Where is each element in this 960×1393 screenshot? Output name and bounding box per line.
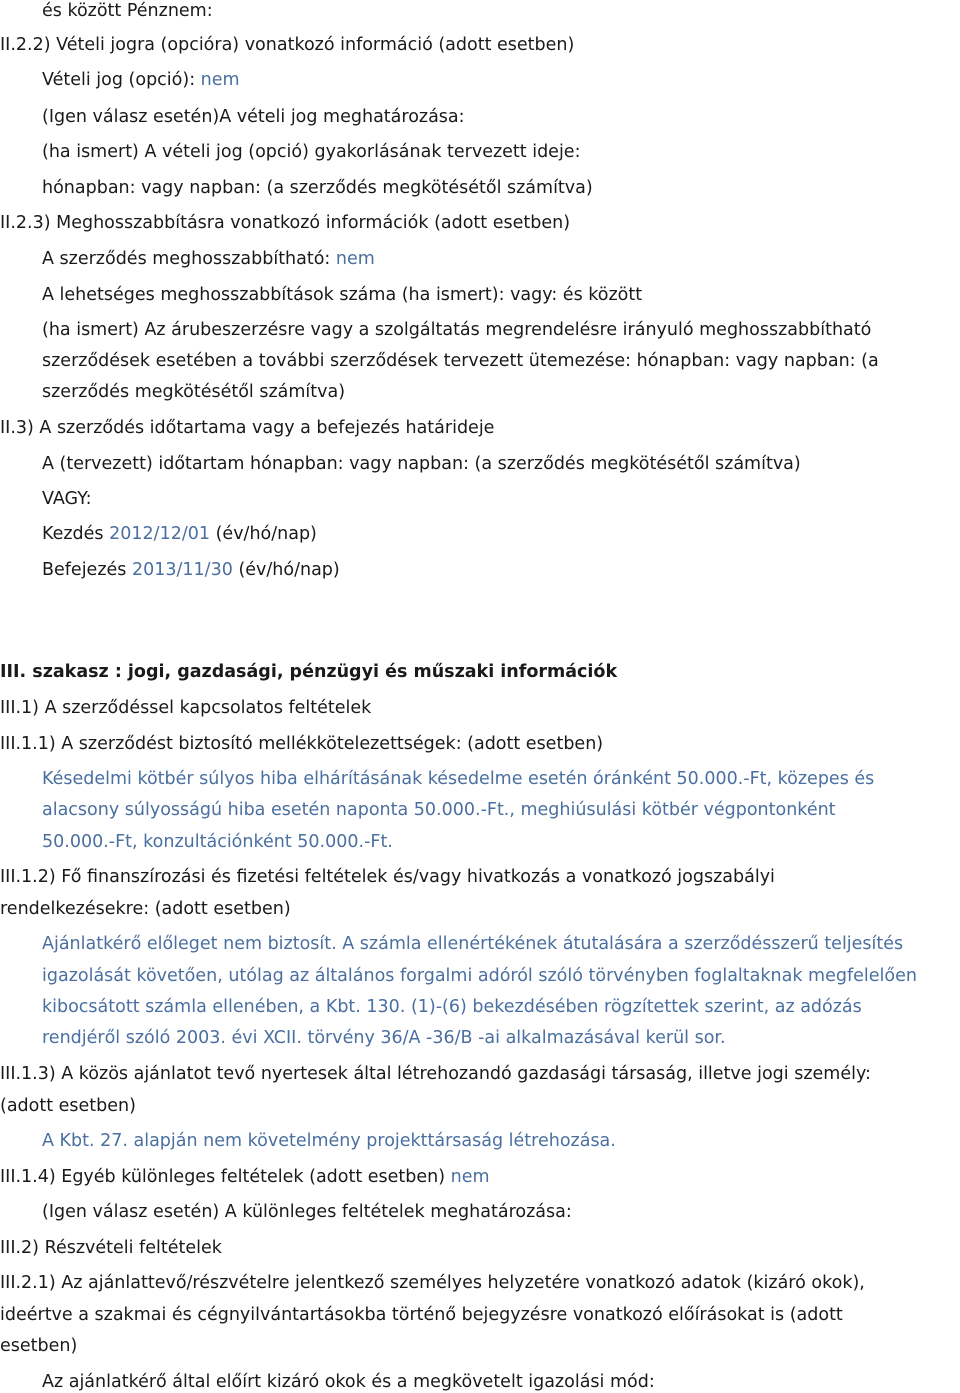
extension-schedule-line: szerződések esetében a további szerződések tervezett ütemezése: hónapban: vagy napban: (a <box>42 351 879 371</box>
option-planned-time-label: (ha ismert) A vételi jog (opció) gyakorlásának tervezett ideje: <box>42 142 581 162</box>
duration-line: A (tervezett) időtartam hónapban: vagy napban: (a szerződés megkötésétől számítva) <box>42 454 801 474</box>
section-iii-1-4-line <box>0 1166 490 1188</box>
payment-text-line: Ajánlatkérő előleget nem biztosít. A számla ellenértékének átutalására a szerződésszerű teljesítés <box>42 934 904 954</box>
extension-schedule-line: szerződés megkötésétől számítva) <box>42 382 346 402</box>
payment-text-line: igazolását követően, utólag az általános forgalmi adóról szóló törvényben foglaltaknak megfelelően <box>42 966 917 986</box>
start-date-line <box>42 523 317 545</box>
special-conditions-definition-label: (Igen válasz esetén) A különleges feltételek meghatározása: <box>42 1202 572 1222</box>
guarantee-text-line: alacsony súlyosságú hiba esetén naponta 50.000.-Ft., meghiúsulási kötbér végpontonként <box>42 800 836 820</box>
payment-text-line: kibocsátott számla ellenében, a Kbt. 130. (1)-(6) bekezdésében rögzítettek szerint, az adózás <box>42 997 862 1017</box>
option-line <box>42 69 240 91</box>
section-ii-3-heading: II.3) A szerződés időtartama vagy a befejezés határideje <box>0 418 495 438</box>
extendable-value: nem <box>335 249 375 269</box>
section-iii-1-1-heading: III.1.1) A szerződést biztosító mellékkötelezettségek: (adott esetben) <box>0 734 604 754</box>
section-iii-2-1-heading: III.2.1) Az ajánlattevő/részvételre jelentkező személyes helyzetére vonatkozó adatok (kizáró okok), <box>0 1273 865 1293</box>
joint-company-text: A Kbt. 27. alapján nem követelmény projekttársaság létrehozása. <box>42 1131 616 1151</box>
option-label: Vételi jog (opció): <box>42 70 196 90</box>
section-iii-1-3-heading-cont: (adott esetben) <box>0 1096 136 1116</box>
exclusion-method-label: Az ajánlatkérő által előírt kizáró okok és a megkövetelt igazolási mód: <box>42 1372 655 1392</box>
section-iii-1-4-heading: III.1.4) Egyéb különleges feltételek (adott esetben) <box>0 1167 446 1187</box>
start-date-value: 2012/12/01 <box>109 524 211 544</box>
section-iii-heading: III. szakasz : jogi, gazdasági, pénzügyi és műszaki információk <box>0 662 618 682</box>
section-iii-2-heading: III.2) Részvételi feltételek <box>0 1238 222 1258</box>
extendable-line <box>42 248 375 270</box>
section-ii-2-2-heading: II.2.2) Vételi jogra (opcióra) vonatkozó információ (adott esetben) <box>0 35 575 55</box>
start-label: Kezdés <box>42 524 104 544</box>
extendable-label: A szerződés meghosszabbítható: <box>42 249 331 269</box>
section-iii-1-2-heading-cont: rendelkezésekre: (adott esetben) <box>0 899 291 919</box>
option-planned-time-units: hónapban: vagy napban: (a szerződés megkötésétől számítva) <box>42 178 593 198</box>
section-iii-2-1-heading-cont: ideértve a szakmai és cégnyilvántartásokba történő bejegyzésre vonatkozó előírásokat is (adott <box>0 1305 843 1325</box>
option-definition-label: (Igen válasz esetén)A vételi jog meghatározása: <box>42 107 465 127</box>
section-iii-1-heading: III.1) A szerződéssel kapcsolatos feltételek <box>0 698 372 718</box>
end-date-value: 2013/11/30 <box>131 560 233 580</box>
section-iii-1-3-heading: III.1.3) A közös ajánlatot tevő nyertesek által létrehozandó gazdasági társaság, illetve jogi személy: <box>0 1064 871 1084</box>
section-iii-1-2-heading: III.1.2) Fő finanszírozási és fizetési feltételek és/vagy hivatkozás a vonatkozó jogszabályi <box>0 867 775 887</box>
section-ii-2-3-heading: II.2.3) Meghosszabbításra vonatkozó információk (adott esetben) <box>0 213 571 233</box>
guarantee-text-line: 50.000.-Ft, konzultációnként 50.000.-Ft. <box>42 832 393 852</box>
date-format: (év/hó/nap) <box>238 560 340 580</box>
end-date-line <box>42 559 340 581</box>
extension-count-label: A lehetséges meghosszabbítások száma (ha ismert): vagy: és között <box>42 285 643 305</box>
payment-text-line: rendjéről szóló 2003. évi XCII. törvény 36/A -36/B -ai alkalmazásával kerül sor. <box>42 1028 726 1048</box>
previous-line-fragment: és között Pénznem: <box>42 1 213 21</box>
guarantee-text-line: Késedelmi kötbér súlyos hiba elhárításának késedelme esetén óránként 50.000.-Ft, közepes és <box>42 769 875 789</box>
option-value: nem <box>200 70 240 90</box>
end-label: Befejezés <box>42 560 127 580</box>
date-format: (év/hó/nap) <box>215 524 317 544</box>
special-conditions-value: nem <box>450 1167 490 1187</box>
or-label: VAGY: <box>42 489 92 509</box>
section-iii-2-1-heading-cont: esetben) <box>0 1336 78 1356</box>
extension-schedule-line: (ha ismert) Az árubeszerzésre vagy a szolgáltatás megrendelésre irányuló meghosszabbítható <box>42 320 872 340</box>
